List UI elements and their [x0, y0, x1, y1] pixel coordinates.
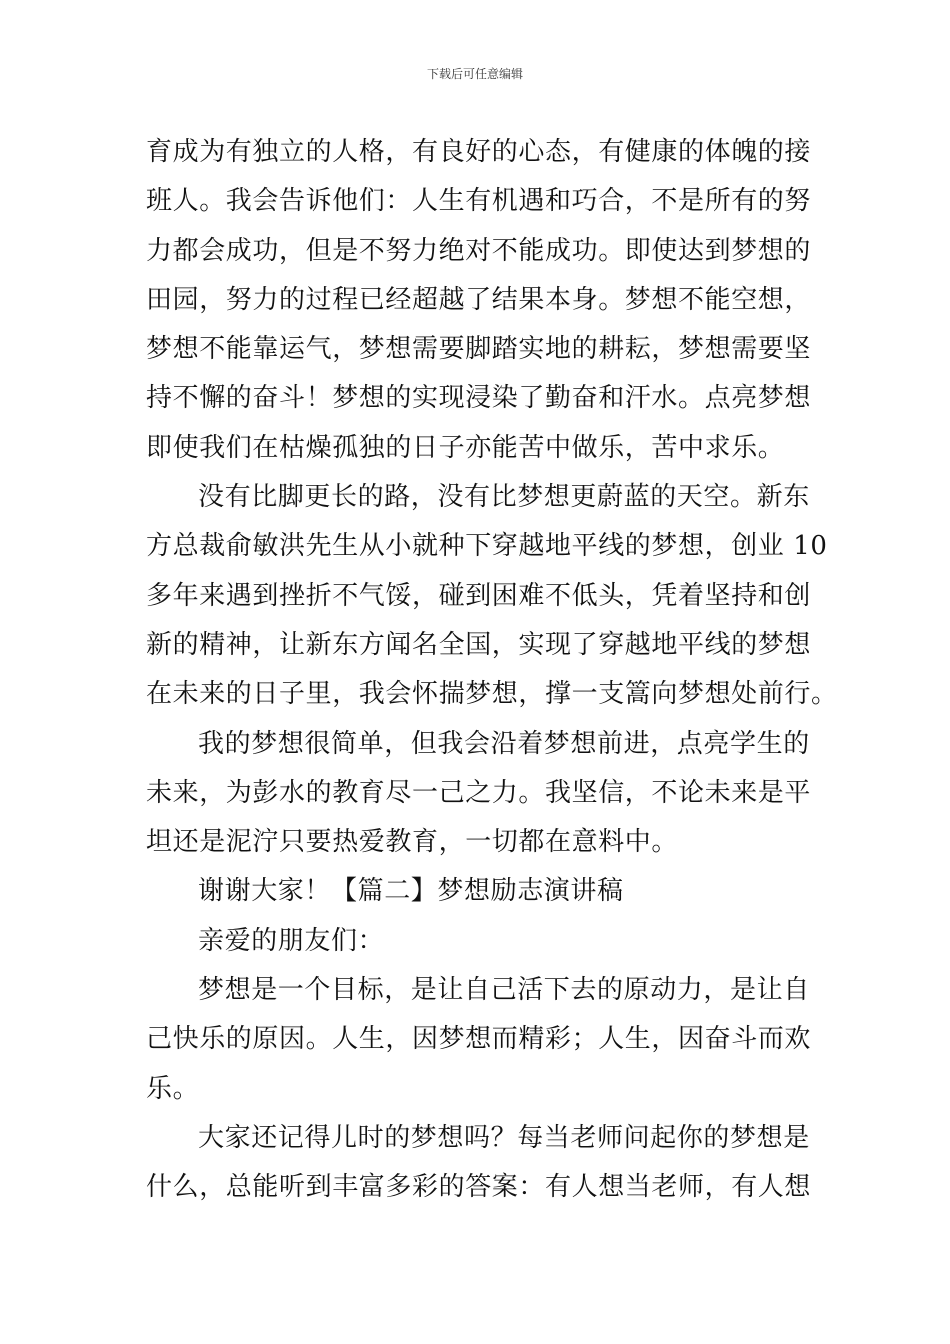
text-line: 大家还记得儿时的梦想吗？每当老师问起你的梦想是 — [198, 1122, 810, 1153]
text-line: 什么，总能听到丰富多彩的答案：有人想当老师，有人想 — [146, 1172, 812, 1203]
text-line: 我的梦想很简单，但我会沿着梦想前进，点亮学生的 — [198, 728, 810, 759]
text-line: 己快乐的原因。人生，因梦想而精彩；人生，因奋斗而欢 — [146, 1024, 812, 1055]
text-line: 新的精神，让新东方闻名全国，实现了穿越地平线的梦想 — [146, 629, 812, 660]
text-line: 坦还是泥泞只要热爱教育，一切都在意料中。 — [146, 827, 679, 858]
text-line: 乐。 — [146, 1073, 200, 1104]
text-line: 多年来遇到挫折不气馁，碰到困难不低头，凭着坚持和创 — [146, 580, 812, 611]
page-header: 下载后可任意编辑 — [426, 67, 523, 81]
text-line: 力都会成功，但是不努力绝对不能成功。即使达到梦想的 — [146, 235, 812, 266]
text-line: 在未来的日子里，我会怀揣梦想，撑一支篙向梦想处前行。 — [146, 679, 838, 710]
text-line: 方总裁俞敏洪先生从小就种下穿越地平线的梦想，创业 10 — [146, 531, 828, 562]
text-line: 持不懈的奋斗！梦想的实现浸染了勤奋和汗水。点亮梦想 — [146, 383, 812, 414]
text-line: 亲爱的朋友们： — [198, 925, 385, 956]
text-line: 田园，努力的过程已经超越了结果本身。梦想不能空想， — [146, 284, 812, 315]
text-line: 即使我们在枯燥孤独的日子亦能苦中做乐，苦中求乐。 — [146, 432, 785, 463]
text-line: 梦想是一个目标，是让自己活下去的原动力，是让自 — [198, 975, 810, 1006]
body-text — [146, 128, 838, 1213]
text-line: 育成为有独立的人格，有良好的心态，有健康的体魄的接 — [146, 137, 812, 167]
text-line: 谢谢大家！【篇二】梦想励志演讲稿 — [198, 876, 624, 907]
text-line: 梦想不能靠运气，梦想需要脚踏实地的耕耘，梦想需要坚 — [146, 334, 812, 365]
text-line: 班人。我会告诉他们：人生有机遇和巧合，不是所有的努 — [146, 186, 812, 217]
text-line: 没有比脚更长的路，没有比梦想更蔚蓝的天空。新东 — [198, 482, 810, 513]
text-line: 未来，为彭水的教育尽一己之力。我坚信，不论未来是平 — [146, 777, 812, 808]
